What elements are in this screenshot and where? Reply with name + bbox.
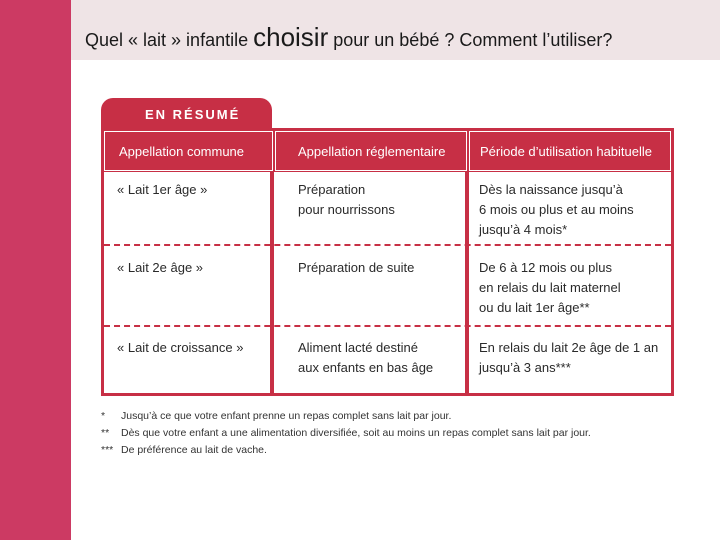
header-regulatory-label: Appellation réglementaire: [298, 144, 446, 159]
row2-period-line2: en relais du lait maternel: [479, 280, 621, 295]
row2-regulatory: [298, 258, 414, 278]
row2-period-line1: De 6 à 12 mois ou plus: [479, 260, 612, 275]
row3-regulatory-line2: aux enfants en bas âge: [298, 360, 434, 375]
footnote-mark: *: [101, 410, 106, 422]
row2-regulatory-line1: Préparation de suite: [298, 260, 415, 275]
footnote-2: [101, 425, 591, 442]
header-common-label: Appellation commune: [119, 144, 245, 159]
slide-title: [85, 22, 612, 53]
row2-period: [479, 258, 621, 318]
row2-common-text: « Lait 2e âge »: [117, 260, 204, 275]
title-emphasis: choisir: [253, 22, 329, 52]
row1-common: [117, 180, 207, 200]
summary-tab: [101, 98, 272, 130]
footnote-text: Jusqu’à ce que votre enfant prenne un repas complet sans lait par jour.: [121, 410, 452, 422]
title-part-1: Quel « lait » infantile: [85, 30, 254, 50]
footnotes: [101, 408, 591, 459]
title-part-2: pour un bébé ? Comment l’utiliser?: [328, 30, 613, 50]
row1-regulatory-line2: pour nourrissons: [298, 202, 395, 217]
row1-period-line3: jusqu’à 4 mois*: [479, 222, 568, 237]
header-cell-regulatory: [275, 131, 467, 171]
row1-period: [479, 180, 634, 240]
footnote-mark: ***: [101, 444, 114, 456]
column-common: [104, 172, 270, 393]
header-cell-common: [104, 131, 273, 171]
header-period-label: Période d’utilisation habituelle: [480, 144, 653, 159]
row3-period-line1: En relais du lait 2e âge de 1 an: [479, 340, 659, 355]
row3-common-text: « Lait de croissance »: [117, 340, 244, 355]
row2-period-line3: ou du lait 1er âge**: [479, 300, 590, 315]
row1-regulatory-line1: Préparation: [298, 182, 366, 197]
row3-regulatory: [298, 338, 433, 378]
row2-common: [117, 258, 203, 278]
footnote-text: De préférence au lait de vache.: [121, 444, 267, 456]
row1-common-text: « Lait 1er âge »: [117, 182, 208, 197]
slide-header: [71, 0, 720, 60]
summary-tab-label: EN RÉSUMÉ: [145, 107, 241, 122]
left-accent-bar: [0, 0, 71, 540]
footnote-mark: **: [101, 427, 110, 439]
row1-period-line2: 6 mois ou plus et au moins: [479, 202, 634, 217]
header-cell-period: [469, 131, 671, 171]
row3-regulatory-line1: Aliment lacté destiné: [298, 340, 418, 355]
footnote-1: [101, 408, 591, 425]
summary-table: [101, 128, 674, 396]
footnote-text: Dès que votre enfant a une alimentation diversifiée, soit au moins un repas complet sans lait par jour.: [121, 427, 591, 439]
row-separator: [104, 325, 671, 327]
row3-common: [117, 338, 243, 358]
row1-regulatory: [298, 180, 395, 220]
row3-period: [479, 338, 658, 378]
row1-period-line1: Dès la naissance jusqu’à: [479, 182, 623, 197]
row3-period-line2: jusqu’à 3 ans***: [479, 360, 571, 375]
row-separator: [104, 244, 671, 246]
footnote-3: [101, 442, 591, 459]
